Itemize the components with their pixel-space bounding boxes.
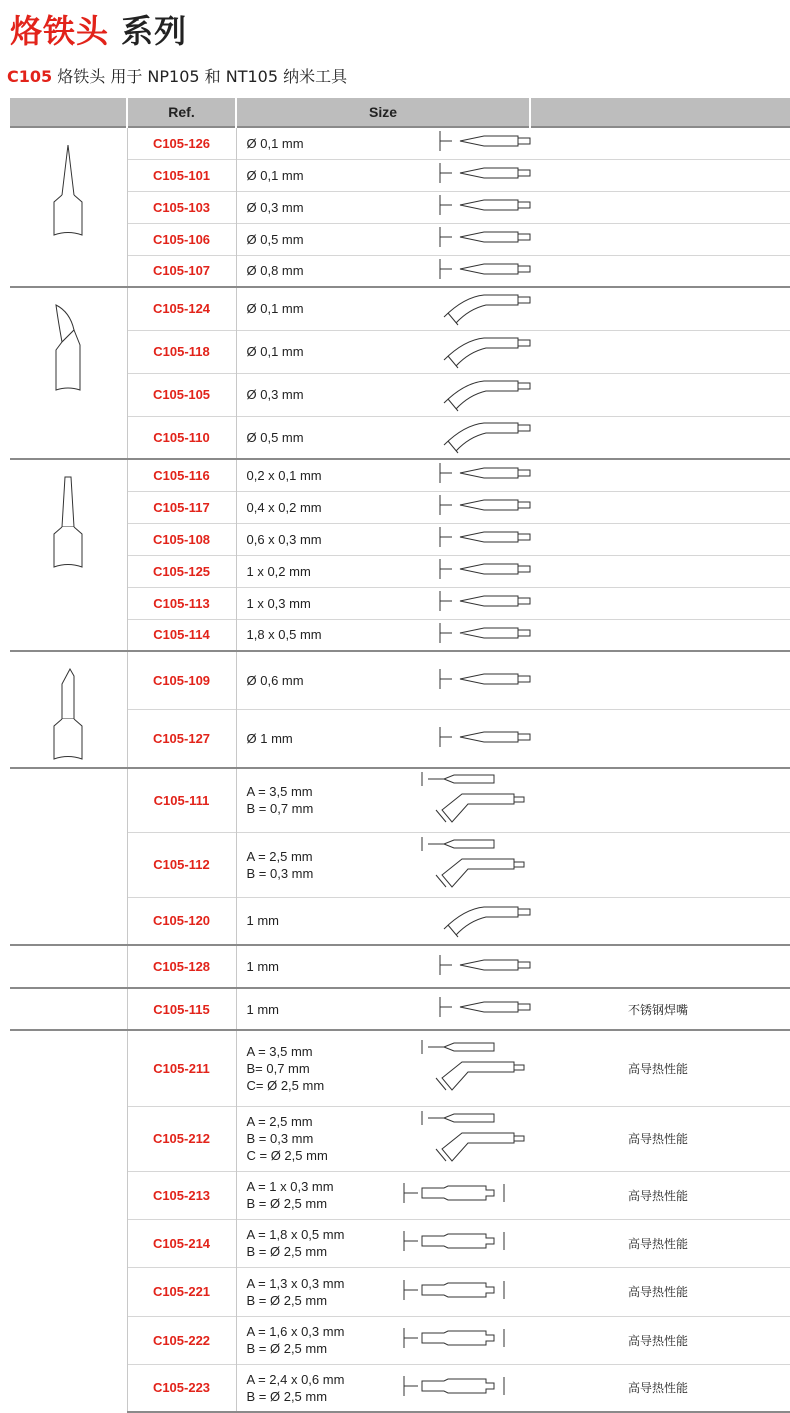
tip-dimension-drawing-icon (434, 257, 534, 285)
size-cell (236, 710, 530, 769)
size-cell (236, 651, 530, 710)
size-cell (236, 1171, 530, 1219)
bevel-tip-icon (10, 652, 127, 767)
ref-cell: C105-212 (127, 1106, 236, 1171)
table-row (10, 330, 790, 373)
ref-cell: C105-109 (127, 651, 236, 710)
size-line: A = 1,8 x 0,5 mm (246, 1227, 345, 1242)
tip-dimension-drawing-icon (414, 1109, 534, 1169)
size-cell (236, 988, 530, 1030)
note-cell (530, 832, 790, 897)
note-cell: 高导热性能 (530, 1219, 790, 1267)
tip-dimension-drawing-icon (434, 953, 534, 981)
size-cell (236, 287, 530, 330)
table-row (10, 555, 790, 587)
note-cell (530, 555, 790, 587)
size-cell (236, 491, 530, 523)
size-line: 1 x 0,3 mm (246, 595, 311, 611)
tip-dimension-drawing-icon (394, 1374, 534, 1402)
ref-cell: C105-214 (127, 1219, 236, 1267)
size-line: 1 mm (246, 959, 279, 974)
tip-image (10, 459, 127, 651)
table-row (10, 1030, 790, 1106)
bent-tip-icon (10, 288, 127, 403)
size-line: C= Ø 2,5 mm (246, 1077, 325, 1093)
size-line: A = 1,6 x 0,3 mm (246, 1324, 345, 1339)
note-cell (530, 587, 790, 619)
ref-cell: C105-211 (127, 1030, 236, 1106)
table-row (10, 459, 790, 491)
size-cell (236, 1219, 530, 1267)
size-line: Ø 0,3 mm (246, 199, 304, 215)
ref-cell: C105-221 (127, 1267, 236, 1316)
note-cell (530, 459, 790, 491)
size-line: Ø 0,5 mm (246, 231, 304, 247)
header-note (530, 98, 790, 127)
note-cell: 高导热性能 (530, 1106, 790, 1171)
size-line: 0,4 x 0,2 mm (246, 499, 322, 515)
size-line: Ø 0,6 mm (246, 673, 304, 688)
size-line: A = 2,5 mm (246, 1114, 313, 1129)
size-line: B = 0,3 mm (246, 1131, 314, 1146)
ref-cell: C105-128 (127, 945, 236, 988)
ref-cell: C105-114 (127, 619, 236, 651)
size-line: B = Ø 2,5 mm (246, 1292, 328, 1308)
size-cell (236, 373, 530, 416)
size-cell (236, 523, 530, 555)
size-cell (236, 459, 530, 491)
table-row (10, 1219, 790, 1267)
size-cell (236, 1364, 530, 1412)
note-cell: 高导热性能 (530, 1171, 790, 1219)
size-line: C = Ø 2,5 mm (246, 1148, 328, 1163)
table-row (10, 416, 790, 459)
table-row (10, 619, 790, 651)
tip-dimension-drawing-icon (434, 129, 534, 157)
size-line: 1,8 x 0,5 mm (246, 627, 322, 643)
size-line: Ø 0,1 mm (246, 167, 304, 183)
table-row (10, 768, 790, 832)
table-row (10, 523, 790, 555)
table-row (10, 1364, 790, 1412)
ref-cell: C105-101 (127, 159, 236, 191)
note-cell: 高导热性能 (530, 1316, 790, 1364)
note-cell (530, 127, 790, 159)
size-cell (236, 191, 530, 223)
ref-cell: C105-105 (127, 373, 236, 416)
table-row (10, 491, 790, 523)
tip-dimension-drawing-icon (394, 1181, 534, 1209)
size-cell (236, 159, 530, 191)
ref-cell: C105-117 (127, 491, 236, 523)
ref-cell: C105-213 (127, 1171, 236, 1219)
table-row (10, 1316, 790, 1364)
ref-cell: C105-126 (127, 127, 236, 159)
table-row (10, 832, 790, 897)
ref-cell: C105-118 (127, 330, 236, 373)
ref-cell: C105-108 (127, 523, 236, 555)
size-line: 1 x 0,2 mm (246, 563, 311, 579)
size-cell (236, 127, 530, 159)
size-line: Ø 0,1 mm (246, 301, 304, 317)
table-row (10, 587, 790, 619)
note-cell (530, 619, 790, 651)
note-cell (530, 287, 790, 330)
ref-cell: C105-115 (127, 988, 236, 1030)
tips-table (10, 98, 790, 1413)
size-line: Ø 0,8 mm (246, 263, 304, 279)
size-line: B = Ø 2,5 mm (246, 1244, 328, 1259)
size-cell (236, 619, 530, 651)
size-cell (236, 945, 530, 988)
size-line: A = 1 x 0,3 mm (246, 1179, 334, 1194)
note-cell (530, 945, 790, 988)
note-cell (530, 651, 790, 710)
table-row (10, 223, 790, 255)
tip-image (10, 127, 127, 287)
header-size: Size (236, 98, 530, 127)
size-line: Ø 0,1 mm (246, 344, 304, 359)
note-cell (530, 159, 790, 191)
chisel-tip-icon (10, 460, 127, 575)
tip-dimension-drawing-icon (394, 1229, 534, 1257)
ref-cell: C105-120 (127, 897, 236, 945)
tip-dimension-drawing-icon (414, 1038, 534, 1098)
table-row (10, 897, 790, 945)
table-row (10, 255, 790, 287)
ref-cell: C105-110 (127, 416, 236, 459)
table-header (10, 98, 790, 127)
tip-dimension-drawing-icon (414, 770, 534, 830)
tip-dimension-drawing-icon (434, 621, 534, 649)
ref-cell: C105-103 (127, 191, 236, 223)
size-cell (236, 223, 530, 255)
tip-dimension-drawing-icon (434, 667, 534, 695)
note-cell (530, 897, 790, 945)
size-line: Ø 1 mm (246, 731, 293, 746)
tip-dimension-drawing-icon (394, 1326, 534, 1354)
size-cell (236, 832, 530, 897)
size-line: A = 2,5 mm (246, 848, 313, 864)
size-cell (236, 416, 530, 459)
note-cell (530, 255, 790, 287)
tip-dimension-drawing-icon (434, 525, 534, 553)
note-cell: 高导热性能 (530, 1030, 790, 1106)
table-row (10, 651, 790, 710)
table-row (10, 1106, 790, 1171)
table-row (10, 127, 790, 159)
size-line: 1 mm (246, 1001, 279, 1017)
ref-cell: C105-113 (127, 587, 236, 619)
size-line: B= 0,7 mm (246, 1060, 310, 1076)
tip-dimension-drawing-icon (434, 415, 534, 459)
size-line: Ø 0,5 mm (246, 429, 304, 445)
ref-cell: C105-116 (127, 459, 236, 491)
table-row (10, 287, 790, 330)
note-cell (530, 416, 790, 459)
tip-dimension-drawing-icon (394, 1278, 534, 1306)
size-line: B = Ø 2,5 mm (246, 1196, 328, 1211)
size-cell (236, 587, 530, 619)
size-line: B = 0,7 mm (246, 801, 314, 817)
ref-cell: C105-124 (127, 287, 236, 330)
ref-cell: C105-107 (127, 255, 236, 287)
size-line: B = 0,3 mm (246, 865, 314, 881)
note-cell: 高导热性能 (530, 1267, 790, 1316)
tip-dimension-drawing-icon (434, 461, 534, 489)
size-cell (236, 897, 530, 945)
note-cell: 不锈钢焊嘴 (530, 988, 790, 1030)
ref-cell: C105-112 (127, 832, 236, 897)
tip-image (10, 768, 127, 945)
table-row (10, 988, 790, 1030)
table-row (10, 945, 790, 988)
table-row (10, 159, 790, 191)
note-cell (530, 710, 790, 769)
ref-cell: C105-111 (127, 768, 236, 832)
header-ref: Ref. (127, 98, 236, 127)
note-cell (530, 768, 790, 832)
size-cell (236, 255, 530, 287)
size-cell (236, 1267, 530, 1316)
size-line: 0,2 x 0,1 mm (246, 467, 322, 483)
note-cell (530, 523, 790, 555)
tip-dimension-drawing-icon (434, 493, 534, 521)
size-cell (236, 1030, 530, 1106)
size-line: A = 3,5 mm (246, 784, 313, 800)
tip-dimension-drawing-icon (434, 995, 534, 1023)
tip-dimension-drawing-icon (434, 287, 534, 331)
ref-cell: C105-127 (127, 710, 236, 769)
tip-dimension-drawing-icon (434, 225, 534, 253)
size-line: 1 mm (246, 913, 279, 929)
tip-dimension-drawing-icon (434, 373, 534, 417)
size-cell (236, 1106, 530, 1171)
note-cell (530, 330, 790, 373)
tip-dimension-drawing-icon (434, 557, 534, 585)
size-line: A = 1,3 x 0,3 mm (246, 1275, 345, 1291)
note-cell (530, 191, 790, 223)
tip-dimension-drawing-icon (434, 161, 534, 189)
note-cell (530, 491, 790, 523)
size-line: 0,6 x 0,3 mm (246, 531, 322, 547)
size-line: B = Ø 2,5 mm (246, 1341, 328, 1356)
table-row (10, 373, 790, 416)
tip-dimension-drawing-icon (434, 589, 534, 617)
tip-dimension-drawing-icon (434, 193, 534, 221)
note-cell (530, 373, 790, 416)
page-title: 烙铁头 系列 (10, 12, 188, 50)
size-line: A = 2,4 x 0,6 mm (246, 1371, 345, 1387)
table-row (10, 1171, 790, 1219)
subtitle: C105 烙铁头 用于 NP105 和 NT105 纳米工具 (7, 67, 348, 86)
ref-cell: C105-125 (127, 555, 236, 587)
tip-dimension-drawing-icon (434, 330, 534, 374)
size-line: B = Ø 2,5 mm (246, 1388, 328, 1404)
size-line: A = 3,5 mm (246, 1043, 313, 1059)
tip-dimension-drawing-icon (414, 835, 534, 895)
tip-image (10, 651, 127, 768)
table-row (10, 1267, 790, 1316)
size-cell (236, 330, 530, 373)
size-line: Ø 0,1 mm (246, 135, 304, 151)
ref-cell: C105-223 (127, 1364, 236, 1412)
tip-image (10, 988, 127, 1030)
table-row (10, 710, 790, 769)
size-line: Ø 0,3 mm (246, 387, 304, 402)
ref-cell: C105-222 (127, 1316, 236, 1364)
header-image (10, 98, 127, 127)
note-cell (530, 223, 790, 255)
tip-dimension-drawing-icon (434, 725, 534, 753)
ref-cell: C105-106 (127, 223, 236, 255)
table-row (10, 191, 790, 223)
note-cell: 高导热性能 (530, 1364, 790, 1412)
size-cell (236, 555, 530, 587)
size-cell (236, 1316, 530, 1364)
tip-image (10, 287, 127, 459)
tip-image (10, 945, 127, 988)
conical-tip-icon (10, 128, 127, 243)
tip-image (10, 1030, 127, 1412)
size-cell (236, 768, 530, 832)
tip-dimension-drawing-icon (434, 899, 534, 943)
